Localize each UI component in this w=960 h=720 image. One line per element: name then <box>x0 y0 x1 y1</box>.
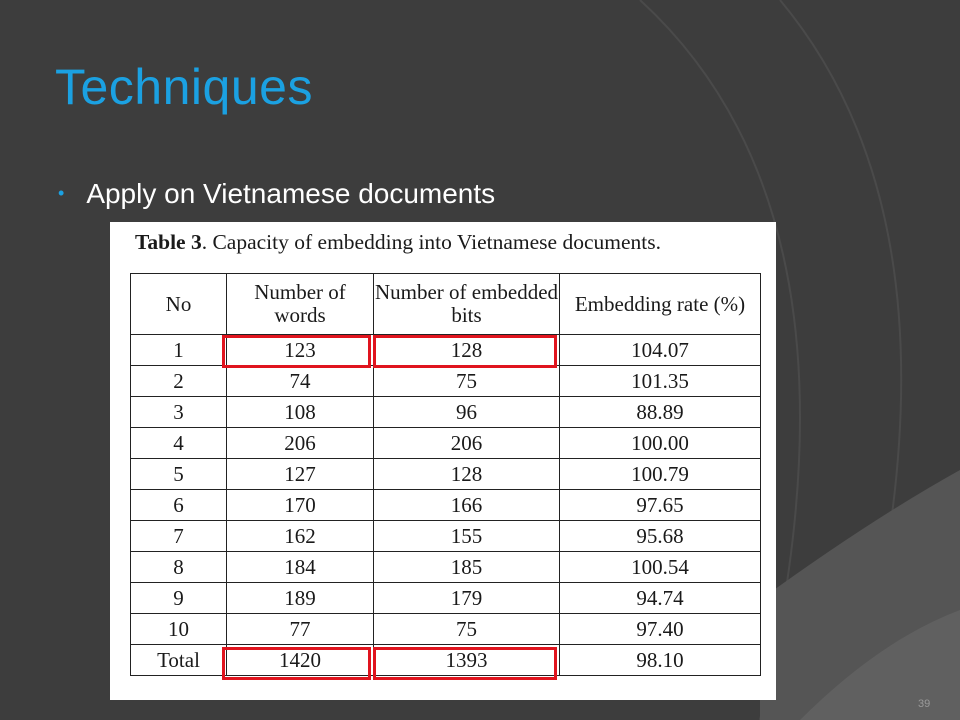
table-row <box>131 397 761 428</box>
header-words: Number of words <box>227 274 374 335</box>
cell-rate: 97.65 <box>560 490 761 521</box>
cell-rate: 88.89 <box>560 397 761 428</box>
bullet-item <box>58 178 495 210</box>
cell-no: 4 <box>131 428 227 459</box>
cell-bits: 75 <box>374 614 560 645</box>
bullet-dot-icon: • <box>58 183 65 203</box>
highlight-box-total-bits <box>373 647 557 680</box>
table-row <box>131 459 761 490</box>
caption-label: Table 3 <box>135 230 202 254</box>
cell-no: 3 <box>131 397 227 428</box>
cell-rate: 97.40 <box>560 614 761 645</box>
cell-bits: 128 <box>374 459 560 490</box>
cell-no: 9 <box>131 583 227 614</box>
cell-bits: 1393 <box>374 645 560 676</box>
header-rate: Embedding rate (%) <box>560 274 761 335</box>
cell-bits: 166 <box>374 490 560 521</box>
cell-words: 77 <box>227 614 374 645</box>
table-row <box>131 366 761 397</box>
highlight-box-row1-words <box>222 335 371 368</box>
cell-bits: 155 <box>374 521 560 552</box>
page-number: 39 <box>918 698 931 710</box>
cell-rate: 94.74 <box>560 583 761 614</box>
cell-words: 170 <box>227 490 374 521</box>
capacity-table <box>130 273 761 676</box>
table-row <box>131 428 761 459</box>
cell-words: 74 <box>227 366 374 397</box>
cell-bits: 185 <box>374 552 560 583</box>
header-bits: Number of embedded bits <box>374 274 560 335</box>
cell-words: 123 <box>227 335 374 366</box>
cell-words: 206 <box>227 428 374 459</box>
table-caption <box>135 230 661 255</box>
bullet-text: Apply on Vietnamese documents <box>86 178 496 209</box>
cell-bits: 75 <box>374 366 560 397</box>
cell-rate: 95.68 <box>560 521 761 552</box>
table-header-row <box>131 274 761 335</box>
cell-rate: 100.54 <box>560 552 761 583</box>
cell-words: 127 <box>227 459 374 490</box>
cell-no: 1 <box>131 335 227 366</box>
cell-words: 162 <box>227 521 374 552</box>
cell-rate: 104.07 <box>560 335 761 366</box>
cell-bits: 206 <box>374 428 560 459</box>
highlight-box-total-words <box>222 647 371 680</box>
cell-words: 189 <box>227 583 374 614</box>
header-no: No <box>131 274 227 335</box>
cell-no: 7 <box>131 521 227 552</box>
cell-bits: 96 <box>374 397 560 428</box>
table-row <box>131 552 761 583</box>
highlight-box-row1-bits <box>373 335 557 368</box>
cell-words: 108 <box>227 397 374 428</box>
slide-title: Techniques <box>55 59 313 115</box>
cell-rate: 100.00 <box>560 428 761 459</box>
cell-rate: 98.10 <box>560 645 761 676</box>
table-row <box>131 614 761 645</box>
cell-words: 184 <box>227 552 374 583</box>
cell-no: 5 <box>131 459 227 490</box>
table-row <box>131 490 761 521</box>
cell-rate: 101.35 <box>560 366 761 397</box>
cell-no: 10 <box>131 614 227 645</box>
cell-rate: 100.79 <box>560 459 761 490</box>
cell-no: 2 <box>131 366 227 397</box>
cell-no: 8 <box>131 552 227 583</box>
table-row <box>131 521 761 552</box>
caption-text: . Capacity of embedding into Vietnamese documents. <box>201 230 661 254</box>
cell-no: 6 <box>131 490 227 521</box>
cell-bits: 128 <box>374 335 560 366</box>
table-figure <box>110 222 776 700</box>
cell-words: 1420 <box>227 645 374 676</box>
cell-no: Total <box>131 645 227 676</box>
table-row <box>131 583 761 614</box>
cell-bits: 179 <box>374 583 560 614</box>
